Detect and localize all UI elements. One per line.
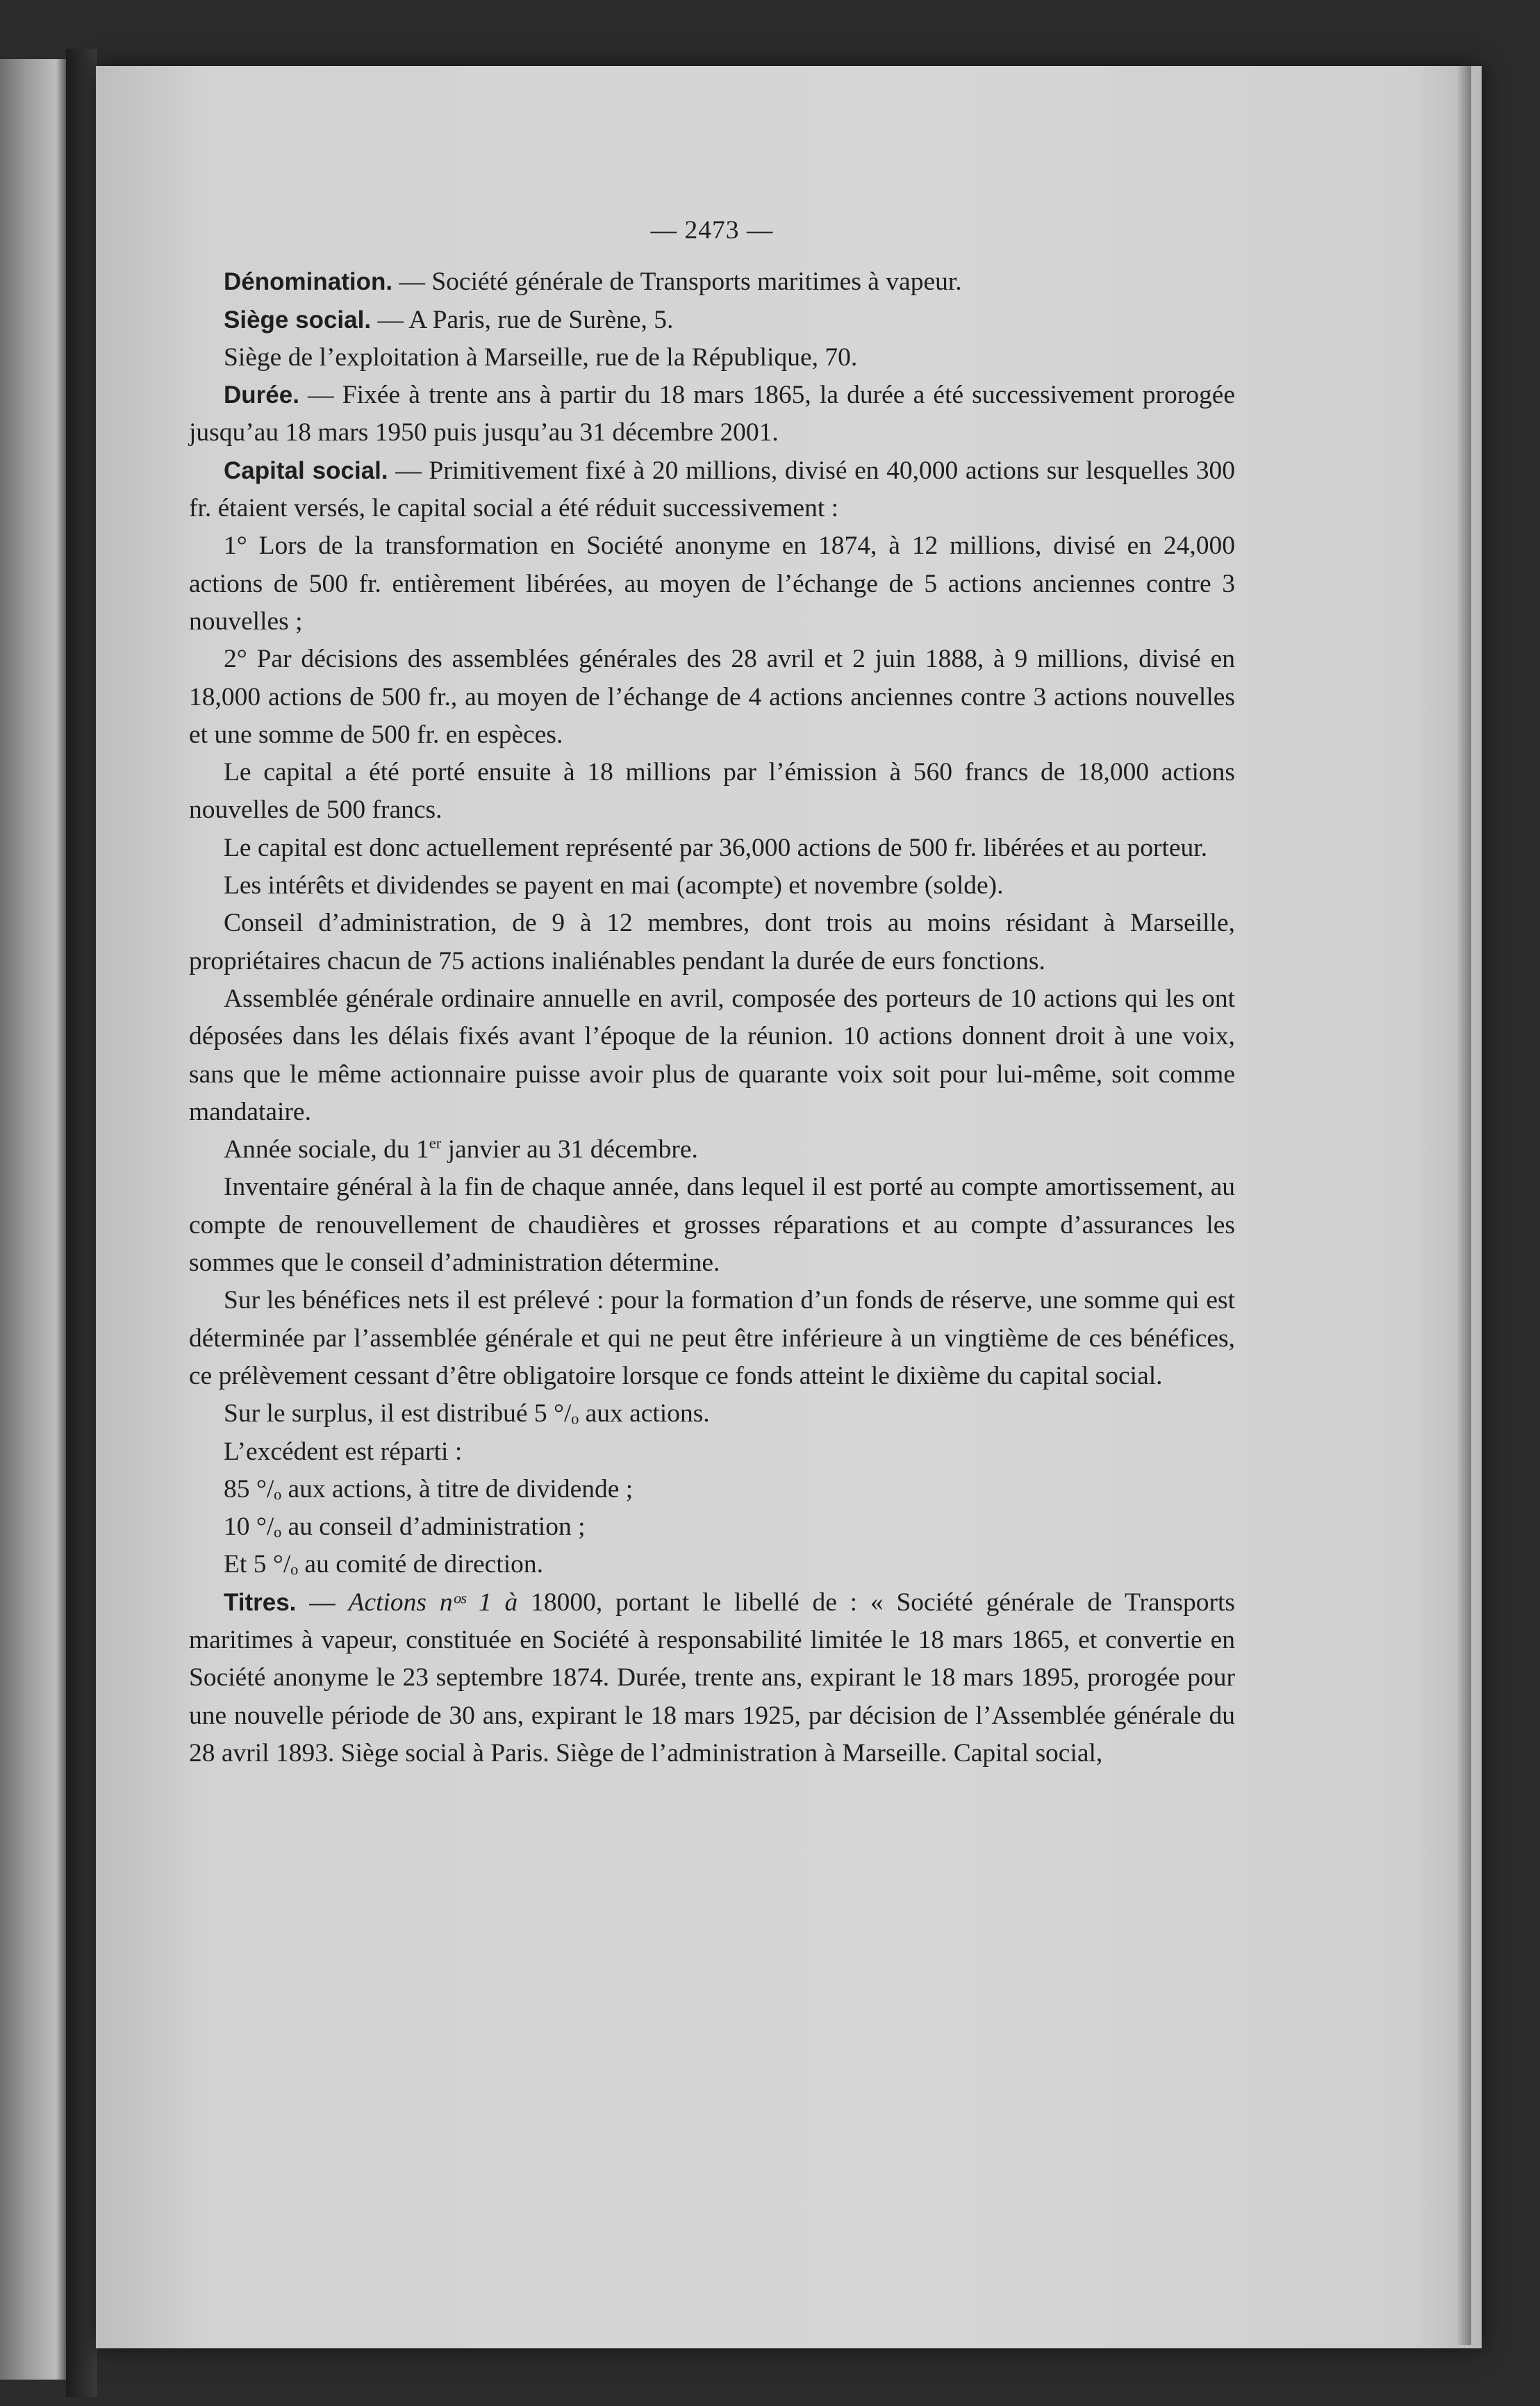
paragraph-annee-sociale	[189, 1131, 1235, 1169]
paragraph-capital-porte: Le capital a été porté ensuite à 18 millions par l’émission à 560 francs de 18,000 actions nouvelles de 500 francs.	[189, 758, 1235, 825]
paragraph-reduction-1: 1° Lors de la transformation en Société anonyme en 1874, à 12 millions, divisé en 24,000 actions de 500 fr. entièrement libérées, au moyen de l’échange de 5 actions anciennes contre 3 nouvelles ;	[189, 532, 1235, 636]
paragraph-excedent: L’excédent est réparti :	[224, 1437, 463, 1466]
paragraph-interets: Les intérêts et dividendes se payent en mai (acompte) et novembre (solde).	[224, 871, 1004, 900]
heading-capital-social: Capital social.	[224, 456, 388, 484]
denomination-text: — Société générale de Transports maritimes à vapeur.	[392, 267, 962, 297]
paragraph-conseil: Conseil d’administration, de 9 à 12 membres, dont trois au moins résidant à Marseille, propriétaires chacun de 75 actions inaliénables pendant la durée de eurs fonctions.	[189, 909, 1235, 975]
paragraph-benefices: Sur les bénéfices nets il est prélevé : pour la formation d’un fonds de réserve, une somme qui est déterminée par l’assemblée générale et qui ne peut être inférieure à un vingtième de ces bénéfices, ce prélèvement cessant d’être obligatoire lorsque ce fonds atteint le dixième du capital social.	[189, 1286, 1235, 1390]
duree-text: — Fixée à trente ans à partir du 18 mars 1865, la durée a été successivement prorogée jusqu’au 18 mars 1950 puis jusqu’au 31 décembre 2001.	[189, 381, 1235, 447]
paragraph-capital-social	[189, 452, 1235, 528]
paragraph-siege-social	[189, 302, 1235, 339]
heading-titres: Titres.	[224, 1588, 297, 1616]
annee-sociale-pre: Année sociale, du 1	[224, 1135, 429, 1164]
page-number: — 2473 —	[650, 216, 774, 245]
titres-actions-italic: Actions nᵒˢ 1 à	[348, 1588, 518, 1617]
siege-social-text: — A Paris, rue de Surène, 5.	[371, 305, 674, 334]
heading-siege-social: Siège social.	[224, 306, 372, 333]
titres-text: 18000, portant le libellé de : « Société générale de Transports maritimes à vapeur, constituée en Société à responsabilité limitée le 18 mars 1865, et convertie en Société anonyme le 23 septembre 1874. Durée, trente ans, expirant le 18 mars 1895, prorogée pour une nouvelle période de 30 ans, expirant le 18 mars 1925, par décision de l’Assemblée générale du 28 avril 1893. Siège social à Paris. Siège de l’administration à Marseille. Capital social,	[189, 1588, 1236, 1768]
paragraph-repartition-conseil: 10 °/ₒ au conseil d’administration ;	[224, 1513, 586, 1542]
paragraph-siege-exploitation: Siège de l’exploitation à Marseille, rue de la République, 70.	[224, 343, 858, 372]
paragraph-repartition-actions: 85 °/ₒ aux actions, à titre de dividende ;	[224, 1474, 634, 1503]
paragraph-denomination	[189, 263, 1235, 301]
capital-social-text: — Primitivement fixé à 20 millions, divisé en 40,000 actions sur lesquelles 300 fr. étaient versés, le capital social a été réduit successivement :	[189, 456, 1235, 523]
page-right-edge	[1457, 66, 1471, 2345]
paragraph-inventaire: Inventaire général à la fin de chaque année, dans lequel il est porté au compte amortissement, au compte de renouvellement de chaudières et grosses réparations et au compte d’assurances les sommes que le conseil d’administration détermine.	[189, 1173, 1235, 1278]
heading-duree: Durée.	[224, 381, 299, 409]
book-gutter	[66, 49, 97, 2397]
paragraph-titres	[189, 1584, 1235, 1772]
heading-denomination: Dénomination.	[224, 268, 393, 296]
left-page-edge	[0, 59, 66, 2380]
paragraph-capital-actuel: Le capital est donc actuellement représenté par 36,000 actions de 500 fr. libérées et au porteur.	[224, 833, 1208, 862]
paragraph-assemblee: Assemblée générale ordinaire annuelle en avril, composée des porteurs de 10 actions qui les ont déposées dans les délais fixés avant l’époque de la réunion. 10 actions donnent droit à une voix, sans que le même actionnaire puisse avoir plus de quarante voix soit pour lui-même, soit comme mandataire.	[189, 984, 1235, 1126]
paragraph-reduction-2: 2° Par décisions des assemblées générales des 28 avril et 2 juin 1888, à 9 millions, divisé en 18,000 actions de 500 fr., au moyen de l’échange de 4 actions anciennes contre 3 actions nouvelles et une somme de 500 fr. en espèces.	[189, 645, 1235, 749]
paragraph-repartition-comite: Et 5 °/ₒ au comité de direction.	[224, 1550, 544, 1579]
annee-sociale-sup: er	[429, 1134, 442, 1152]
page-text	[189, 212, 1235, 1772]
paragraph-duree	[189, 377, 1235, 452]
paragraph-surplus: Sur le surplus, il est distribué 5 °/ₒ aux actions.	[224, 1399, 710, 1428]
titres-dash: —	[296, 1588, 349, 1617]
annee-sociale-post: janvier au 31 décembre.	[441, 1135, 698, 1164]
